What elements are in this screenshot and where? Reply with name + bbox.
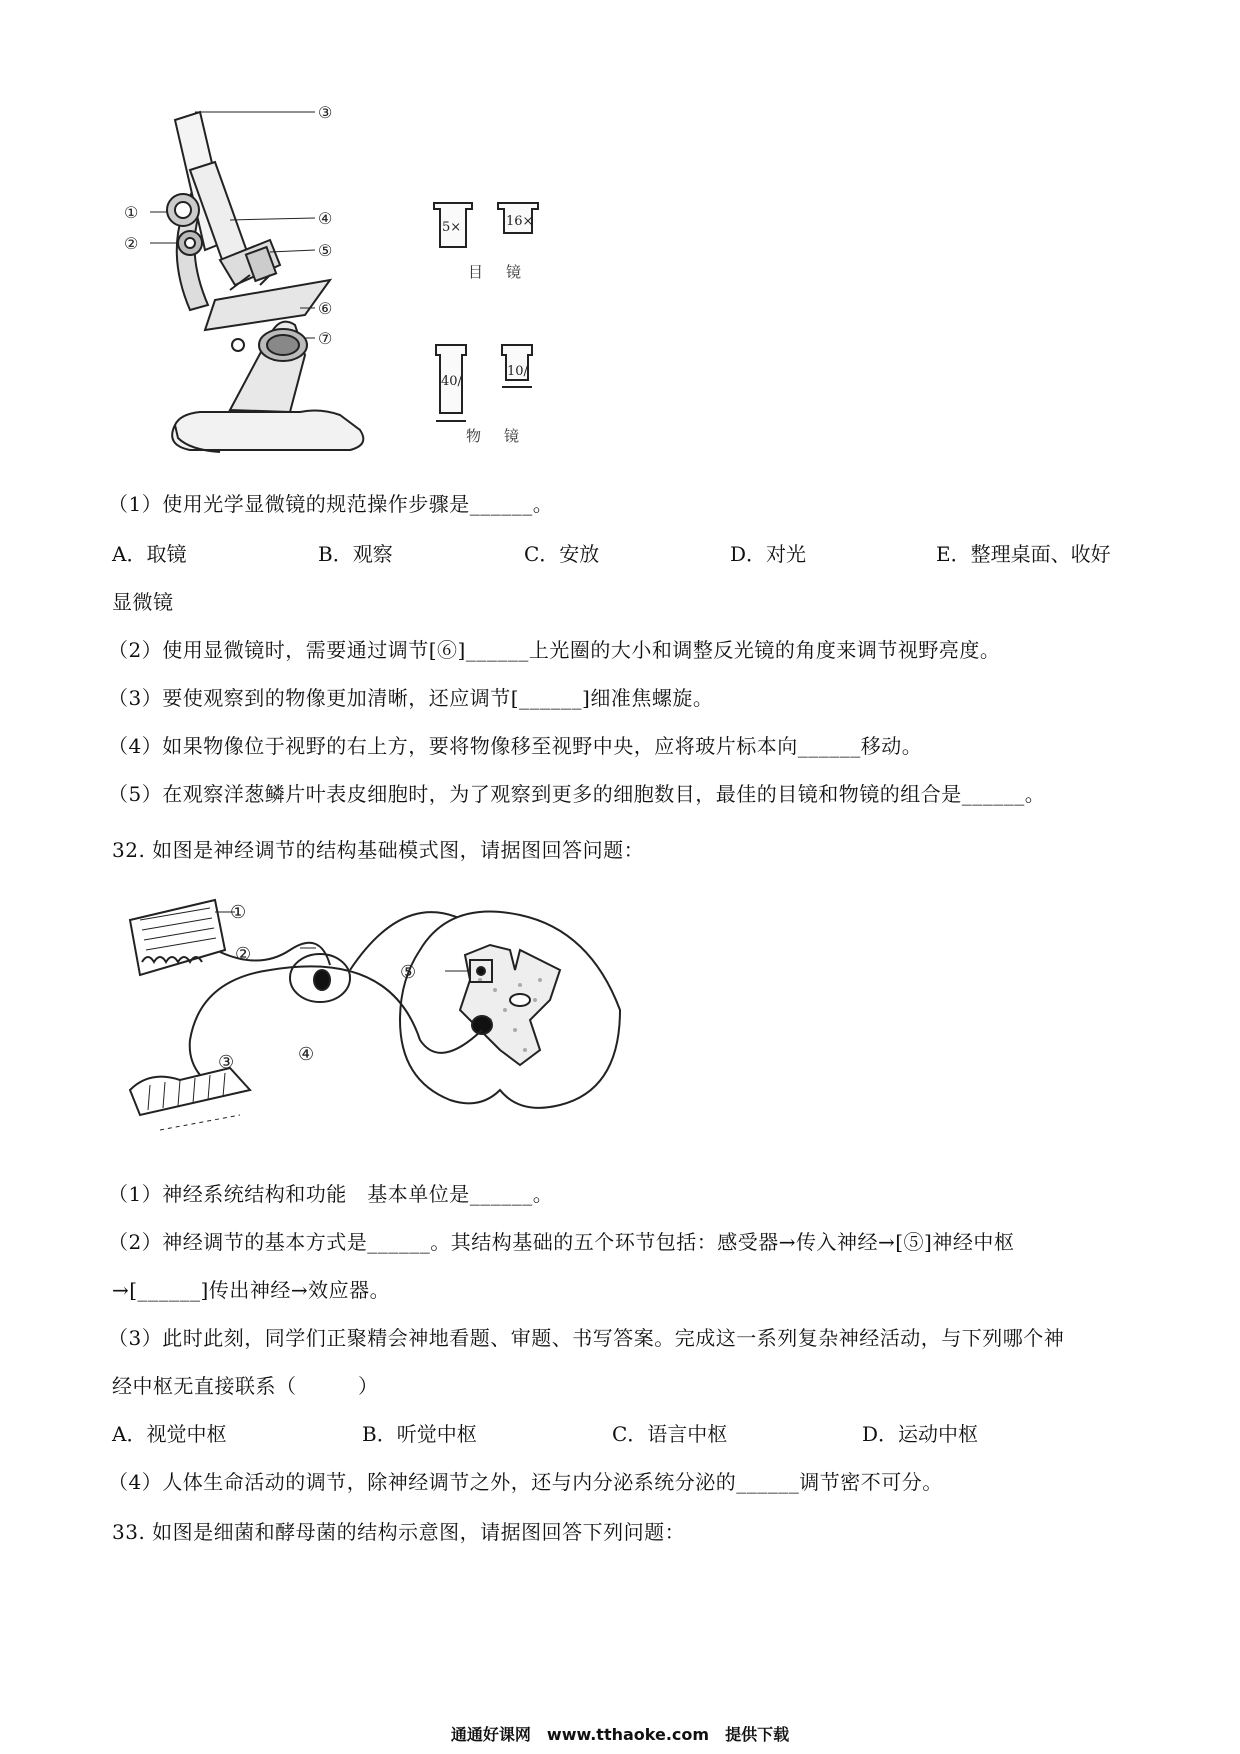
q31-part5: （5）在观察洋葱鳞片叶表皮细胞时，为了观察到更多的细胞数目，最佳的目镜和物镜的组合是______。	[108, 782, 1046, 806]
q31-option-d: D．对光	[730, 542, 807, 566]
q31-part1: （1）使用光学显微镜的规范操作步骤是______。	[108, 492, 554, 516]
q32-option-b: B．听觉中枢	[362, 1422, 477, 1446]
reflex-label-4: ④	[298, 1044, 315, 1065]
page-footer: 通通好课网 www.tthaoke.com 提供下载	[450, 1725, 790, 1744]
eyepiece-16x-label: 16×	[506, 214, 534, 229]
microscope-label-5: ⑤	[318, 241, 333, 260]
q31-option-a: A．取镜	[112, 542, 187, 566]
q32-part3b: 经中枢无直接联系（ ）	[112, 1374, 379, 1398]
q31-part3: （3）要使观察到的物像更加清晰，还应调节[______]细准焦螺旋。	[108, 686, 714, 710]
microscope-label-6: ⑥	[318, 299, 333, 318]
q32-part2a: （2）神经调节的基本方式是______。其结构基础的五个环节包括：感受器→传入神经→[⑤]神经中枢	[108, 1230, 1015, 1254]
reflex-label-2: ②	[235, 944, 252, 965]
microscope-label-7: ⑦	[318, 329, 333, 348]
q31-option-b: B．观察	[318, 542, 393, 566]
q32-part3a: （3）此时此刻，同学们正聚精会神地看题、审题、书写答案。完成这一系列复杂神经活动，与下列哪个神	[108, 1326, 1065, 1350]
q31-part4: （4）如果物像位于视野的右上方，要将物像移至视野中央，应将玻片标本向______移动。	[108, 734, 923, 758]
reflex-label-1: ①	[230, 902, 247, 923]
q32-option-d: D．运动中枢	[862, 1422, 979, 1446]
q31-option-e: E．整理桌面、收好	[936, 542, 1111, 566]
q32-option-a: A．视觉中枢	[112, 1422, 227, 1446]
reflex-arc-figure	[120, 890, 640, 1140]
q32-part2b: →[______]传出神经→效应器。	[112, 1278, 391, 1302]
q32-title: 32. 如图是神经调节的结构基础模式图，请据图回答问题：	[112, 838, 645, 862]
eyepiece-caption-2: 镜	[506, 263, 522, 281]
reflex-label-3: ③	[218, 1052, 235, 1073]
q32-part4: （4）人体生命活动的调节，除神经调节之外，还与内分泌系统分泌的______调节密不可分。	[108, 1470, 943, 1494]
q31-option-c: C．安放	[524, 542, 600, 566]
microscope-label-2: ②	[124, 234, 139, 253]
q32-part1: （1）神经系统结构和功能 基本单位是______。	[108, 1182, 554, 1206]
objective-caption-2: 镜	[504, 427, 520, 445]
microscope-label-4: ④	[318, 209, 333, 228]
eyepiece-caption-1: 目	[468, 263, 484, 281]
q33-title: 33. 如图是细菌和酵母菌的结构示意图，请据图回答下列问题：	[112, 1520, 686, 1544]
microscope-label-3: ③	[318, 103, 333, 122]
eyepiece-5x-label: 5×	[442, 220, 462, 235]
objective-10-label: 10/	[507, 364, 528, 379]
objective-caption-1: 物	[466, 427, 482, 445]
objective-40-label: 40/	[441, 374, 462, 389]
q32-option-c: C．语言中枢	[612, 1422, 728, 1446]
q31-part2: （2）使用显微镜时，需要通过调节[⑥]______上光圈的大小和调整反光镜的角度来调节视野亮度。	[108, 638, 1001, 662]
lens-figure	[420, 195, 560, 445]
q31-option-e-cont: 显微镜	[112, 590, 174, 614]
microscope-label-1: ①	[124, 203, 139, 222]
reflex-label-5: ⑤	[400, 962, 417, 983]
